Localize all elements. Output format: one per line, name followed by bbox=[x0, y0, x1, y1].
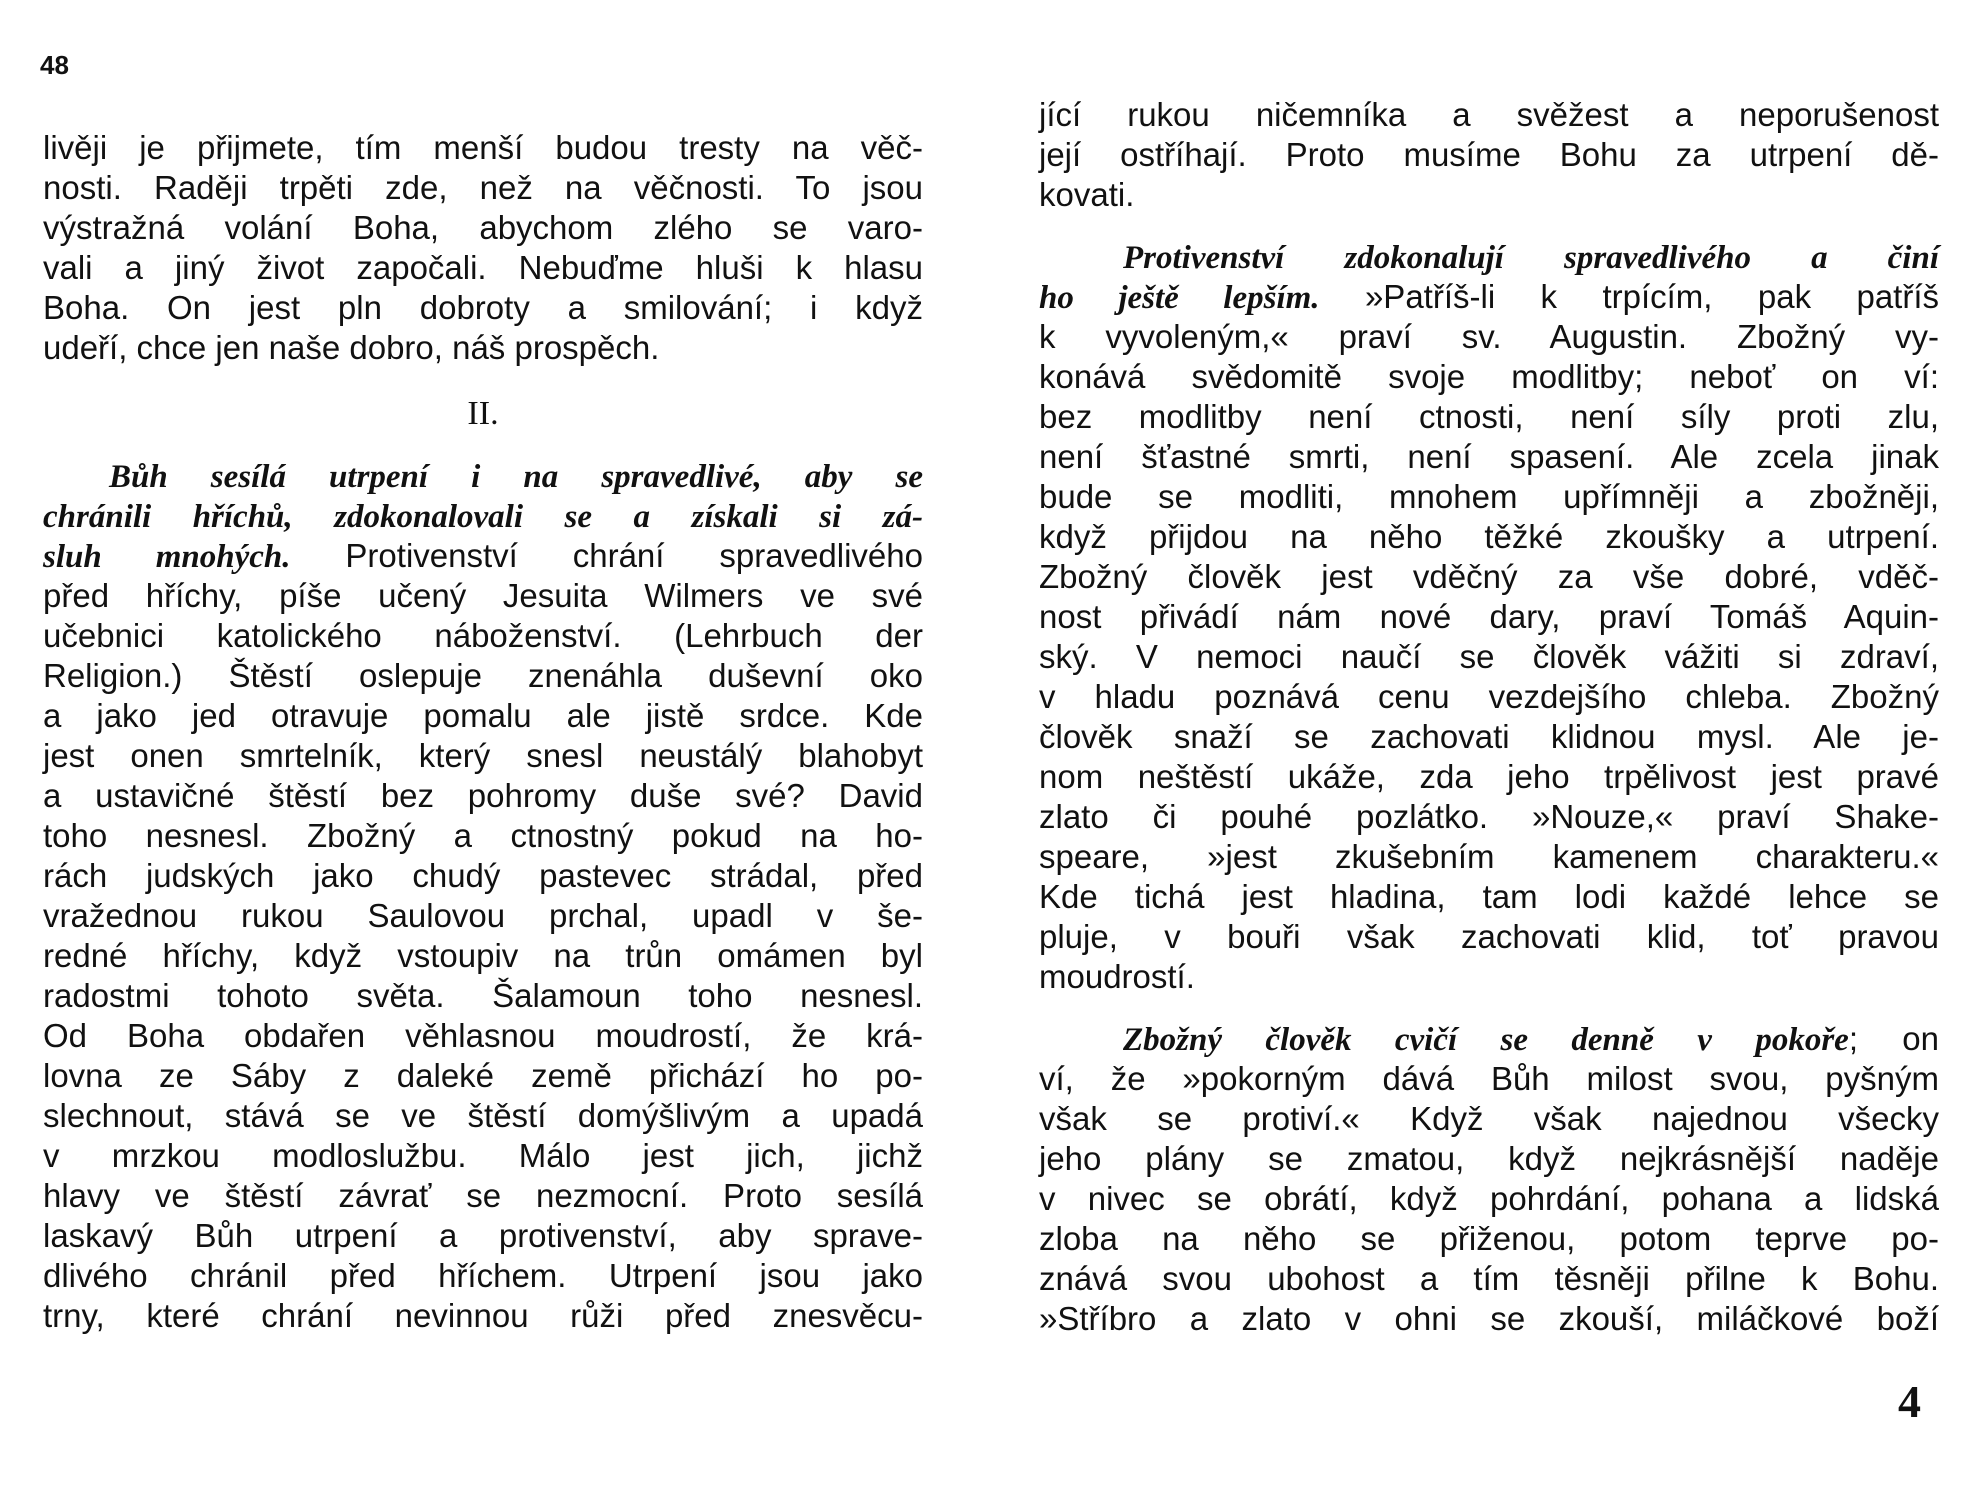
text-line: ský. V nemoci naučí se člověk vážiti si zdraví, bbox=[1039, 638, 1939, 675]
text-line: udeří, chce jen naše dobro, náš prospěch. bbox=[43, 329, 660, 366]
signature-mark: 4 bbox=[1898, 1376, 1921, 1427]
text-line: radostmi tohoto světa. Šalamoun toho nesnesl. bbox=[43, 977, 923, 1014]
text-line: bez modlitby není ctnosti, není síly proti zlu, bbox=[1039, 398, 1939, 435]
text-line: v hladu poznává cenu vezdejšího chleba. Zbožný bbox=[1039, 678, 1939, 715]
text-line: znává svou ubohost a tím těsněji přilne k Bohu. bbox=[1039, 1260, 1939, 1297]
text-run: Protivenství chrání spravedlivého bbox=[290, 537, 923, 574]
paragraph bbox=[43, 128, 923, 368]
text-line bbox=[1039, 237, 1939, 277]
text-line: zloba na něho se přiženou, potom teprve po- bbox=[1039, 1220, 1939, 1257]
text-line: Kde tichá jest hladina, tam lodi každé lehce se bbox=[1039, 878, 1939, 915]
text-line: před hříchy, píše učený Jesuita Wilmers ve své bbox=[43, 577, 923, 614]
text-line: hlavy ve štěstí závrať se nezmocní. Proto sesílá bbox=[43, 1177, 923, 1214]
text-line bbox=[43, 536, 923, 576]
text-line: redné hříchy, když vstoupiv na trůn omámen byl bbox=[43, 937, 923, 974]
paragraph bbox=[43, 456, 923, 1336]
text-line: a jako jed otravuje pomalu ale jistě srdce. Kde bbox=[43, 697, 923, 734]
text-line: když přijdou na něho těžké zkoušky a utrpení. bbox=[1039, 518, 1939, 555]
text-line: dlivého chránil před hříchem. Utrpení jsou jako bbox=[43, 1257, 923, 1294]
text-line: »Stříbro a zlato v ohni se zkouší, miláčkové boží bbox=[1039, 1300, 1939, 1337]
section-heading: II. bbox=[467, 395, 499, 432]
left-page-text bbox=[43, 128, 923, 1336]
text-line: Religion.) Štěstí oslepuje znenáhla duševní oko bbox=[43, 657, 923, 694]
text-line: člověk snaží se zachovati klidnou mysl. Ale je- bbox=[1039, 718, 1939, 755]
text-line: moudrostí. bbox=[1039, 958, 1195, 995]
emphasis-text: Protivenství zdokonalují spravedlivého a činí bbox=[1123, 240, 1939, 276]
text-line: pluje, v bouři však zachovati klid, toť pravou bbox=[1039, 918, 1939, 955]
text-line: nom neštěstí ukáže, zda jeho trpělivost jest pravé bbox=[1039, 758, 1939, 795]
emphasis-text: Bůh sesílá utrpení i na spravedlivé, aby se bbox=[109, 459, 923, 495]
right-page bbox=[988, 0, 1976, 1500]
text-line: a ustavičné štěstí bez pohromy duše své? David bbox=[43, 777, 923, 814]
text-line: ví, že »pokorným dává Bůh milost svou, pyšným bbox=[1039, 1060, 1939, 1097]
paragraph bbox=[1039, 95, 1939, 215]
emphasis-text: Zbožný člověk cvičí se denně v pokoře bbox=[1123, 1022, 1849, 1058]
text-line: Zbožný člověk jest vděčný za vše dobré, vděč- bbox=[1039, 558, 1939, 595]
emphasis-text: chránili hříchů, zdokonalovali se a získali si zá- bbox=[43, 499, 923, 535]
paragraph bbox=[1039, 237, 1939, 997]
text-line: výstražná volání Boha, abychom zlého se varo- bbox=[43, 209, 923, 246]
text-line bbox=[1039, 277, 1939, 317]
text-line bbox=[1039, 1019, 1939, 1059]
text-line: nosti. Raději trpěti zde, než na věčnosti. To jsou bbox=[43, 169, 923, 206]
paragraph bbox=[1039, 1019, 1939, 1339]
text-line: v mrzkou modloslužbu. Málo jest jich, jichž bbox=[43, 1137, 923, 1174]
text-line: livěji je přijmete, tím menší budou tresty na věč- bbox=[43, 129, 923, 166]
text-line: v nivec se obrátí, když pohrdání, pohana a lidská bbox=[1039, 1180, 1939, 1217]
text-run: »Patříš-li k trpícím, pak patříš bbox=[1319, 278, 1939, 315]
text-line: trny, které chrání nevinnou růži před znesvěcu- bbox=[43, 1297, 923, 1334]
emphasis-text: ho ještě lepším. bbox=[1039, 280, 1320, 316]
text-line bbox=[43, 496, 923, 536]
emphasis-text: sluh mnohých. bbox=[43, 539, 291, 575]
text-line: toho nesnesl. Zbožný a ctnostný pokud na ho- bbox=[43, 817, 923, 854]
text-line: bude se modliti, mnohem upřímněji a zbožněji, bbox=[1039, 478, 1939, 515]
text-line: učebnici katolického náboženství. (Lehrbuch der bbox=[43, 617, 923, 654]
text-line: vali a jiný život započali. Nebuďme hluši k hlasu bbox=[43, 249, 923, 286]
text-line: Boha. On jest pln dobroty a smilování; i když bbox=[43, 289, 923, 326]
text-line: jest onen smrtelník, který snesl neustálý blahobyt bbox=[43, 737, 923, 774]
text-line: kovati. bbox=[1039, 176, 1135, 213]
text-line: rách judských jako chudý pastevec strádal, před bbox=[43, 857, 923, 894]
text-line: k vyvoleným,« praví sv. Augustin. Zbožný vy- bbox=[1039, 318, 1939, 355]
text-run: ; on bbox=[1848, 1020, 1940, 1057]
text-line: konává svědomitě svoje modlitby; neboť on ví: bbox=[1039, 358, 1939, 395]
text-line: jící rukou ničemníka a svěžest a neporušenost bbox=[1039, 96, 1939, 133]
text-line: lovna ze Sáby z daleké země přichází ho po- bbox=[43, 1057, 923, 1094]
text-line: zlato či pouhé pozlátko. »Nouze,« praví Shake- bbox=[1039, 798, 1939, 835]
text-line: není šťastné smrti, není spasení. Ale zcela jinak bbox=[1039, 438, 1939, 475]
text-line: slechnout, stává se ve štěstí domýšlivým a upadá bbox=[43, 1097, 923, 1134]
text-line: její ostříhají. Proto musíme Bohu za utrpení dě- bbox=[1039, 136, 1939, 173]
text-line: Od Boha obdařen věhlasnou moudrostí, že krá- bbox=[43, 1017, 923, 1054]
text-line bbox=[43, 456, 923, 496]
text-line: speare, »jest zkušebním kamenem charakteru.« bbox=[1039, 838, 1939, 875]
page-number: 48 bbox=[40, 50, 69, 80]
text-line: vražednou rukou Saulovou prchal, upadl v še- bbox=[43, 897, 923, 934]
right-page-text bbox=[1039, 95, 1939, 1339]
text-line: laskavý Bůh utrpení a protivenství, aby sprave- bbox=[43, 1217, 923, 1254]
text-line: však se protiví.« Když však najednou všecky bbox=[1039, 1100, 1939, 1137]
text-line: nost přivádí nám nové dary, praví Tomáš Aquin- bbox=[1039, 598, 1939, 635]
text-line: jeho plány se zmatou, když nejkrásnější naděje bbox=[1039, 1140, 1939, 1177]
